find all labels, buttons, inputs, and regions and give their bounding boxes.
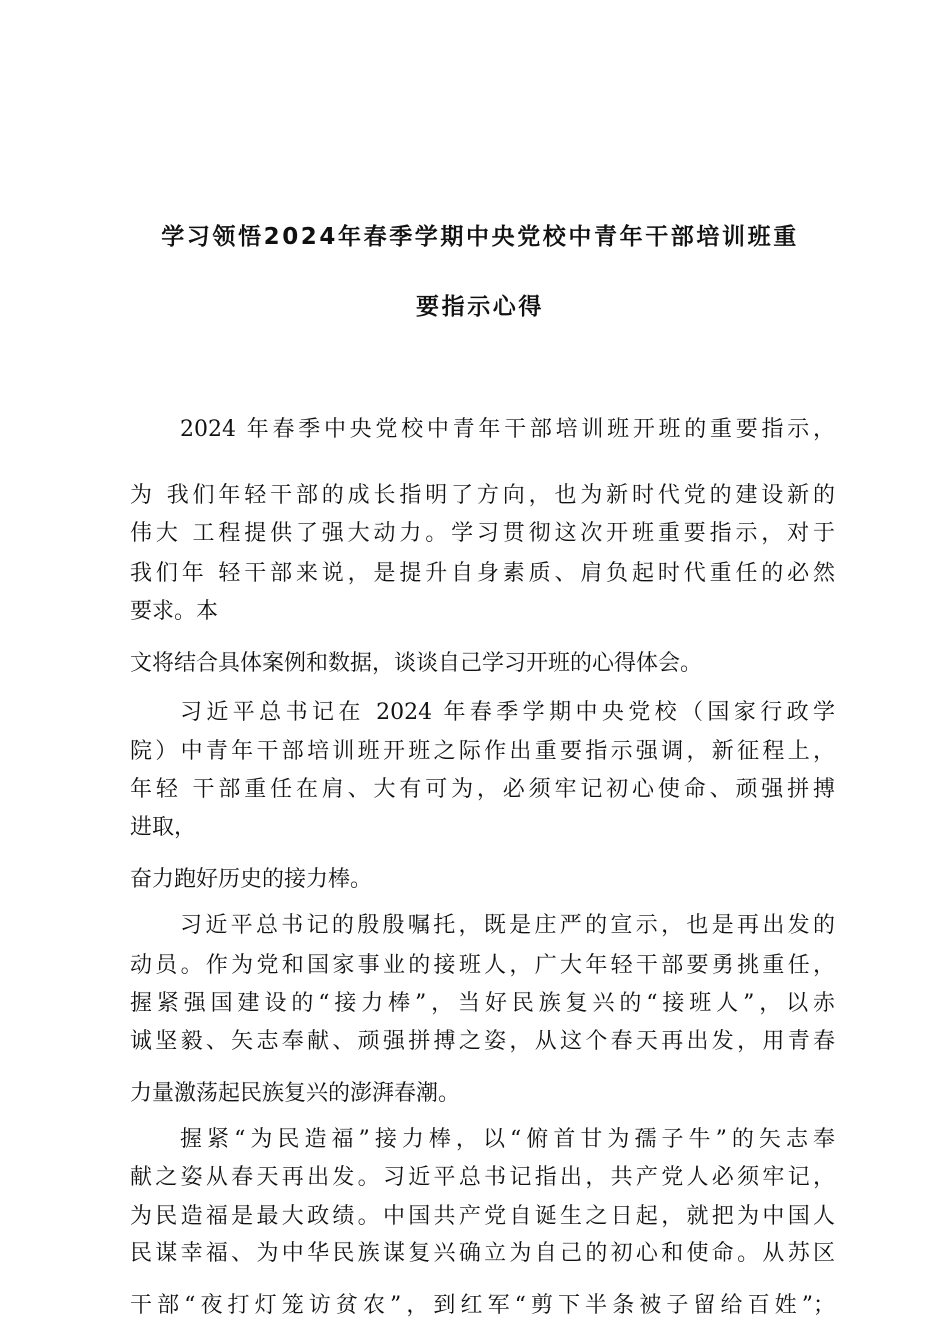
body-line: 民谋幸福、为中华民族谋复兴确立为自己的初心和使命。从苏区 bbox=[130, 1241, 835, 1266]
body-line: 奋力跑好历史的接力棒。 bbox=[130, 867, 373, 892]
body-line: 文将结合具体案例和数据，谈谈自己学习开班的心得体会。 bbox=[130, 651, 703, 676]
body-line: 年轻 干部重任在肩、大有可为，必须牢记初心使命、顽强拼搏 bbox=[130, 777, 835, 802]
body-line: 要求。本 bbox=[130, 599, 219, 624]
body-line: 为 我们年轻干部的成长指明了方向，也为新时代党的建设新的 bbox=[130, 483, 835, 508]
document-title-line-2: 要指示心得 bbox=[416, 294, 544, 320]
body-line: 干部“夜打灯笼访贫农”，到红军“剪下半条被子留给百姓”； bbox=[130, 1293, 835, 1318]
body-line: 握紧“为民造福”接力棒，以“俯首甘为孺子牛”的矢志奉 bbox=[180, 1127, 835, 1152]
body-line: 习近平总书记的殷殷嘱托，既是庄严的宣示，也是再出发的 bbox=[180, 913, 835, 938]
body-line: 院）中青年干部培训班开班之际作出重要指示强调，新征程上， bbox=[130, 739, 835, 764]
body-line: 诚坚毅、矢志奉献、顽强拼搏之姿，从这个春天再出发，用青春 bbox=[130, 1029, 835, 1054]
body-line: 进取， bbox=[130, 815, 197, 840]
body-line: 握紧强国建设的“接力棒”，当好民族复兴的“接班人”，以赤 bbox=[130, 991, 835, 1016]
body-line: 献之姿从春天再出发。习近平总书记指出，共产党人必须牢记， bbox=[130, 1165, 835, 1190]
body-line: 力量激荡起民族复兴的澎湃春潮。 bbox=[130, 1081, 461, 1106]
document-title-line-1: 学习领悟2024年春季学期中央党校中青年干部培训班重 bbox=[161, 224, 799, 250]
body-line: 伟大 工程提供了强大动力。学习贯彻这次开班重要指示，对于 bbox=[130, 521, 835, 546]
body-line: 动员。作为党和国家事业的接班人，广大年轻干部要勇挑重任， bbox=[130, 953, 835, 978]
body-line: 我们年 轻干部来说，是提升自身素质、肩负起时代重任的必然 bbox=[130, 561, 835, 586]
body-line: 为民造福是最大政绩。中国共产党自诞生之日起，就把为中国人 bbox=[130, 1204, 835, 1229]
body-line: 2024 年春季中央党校中青年干部培训班开班的重要指示， bbox=[180, 417, 835, 442]
body-line: 习近平总书记在 2024 年春季学期中央党校（国家行政学 bbox=[180, 700, 835, 725]
